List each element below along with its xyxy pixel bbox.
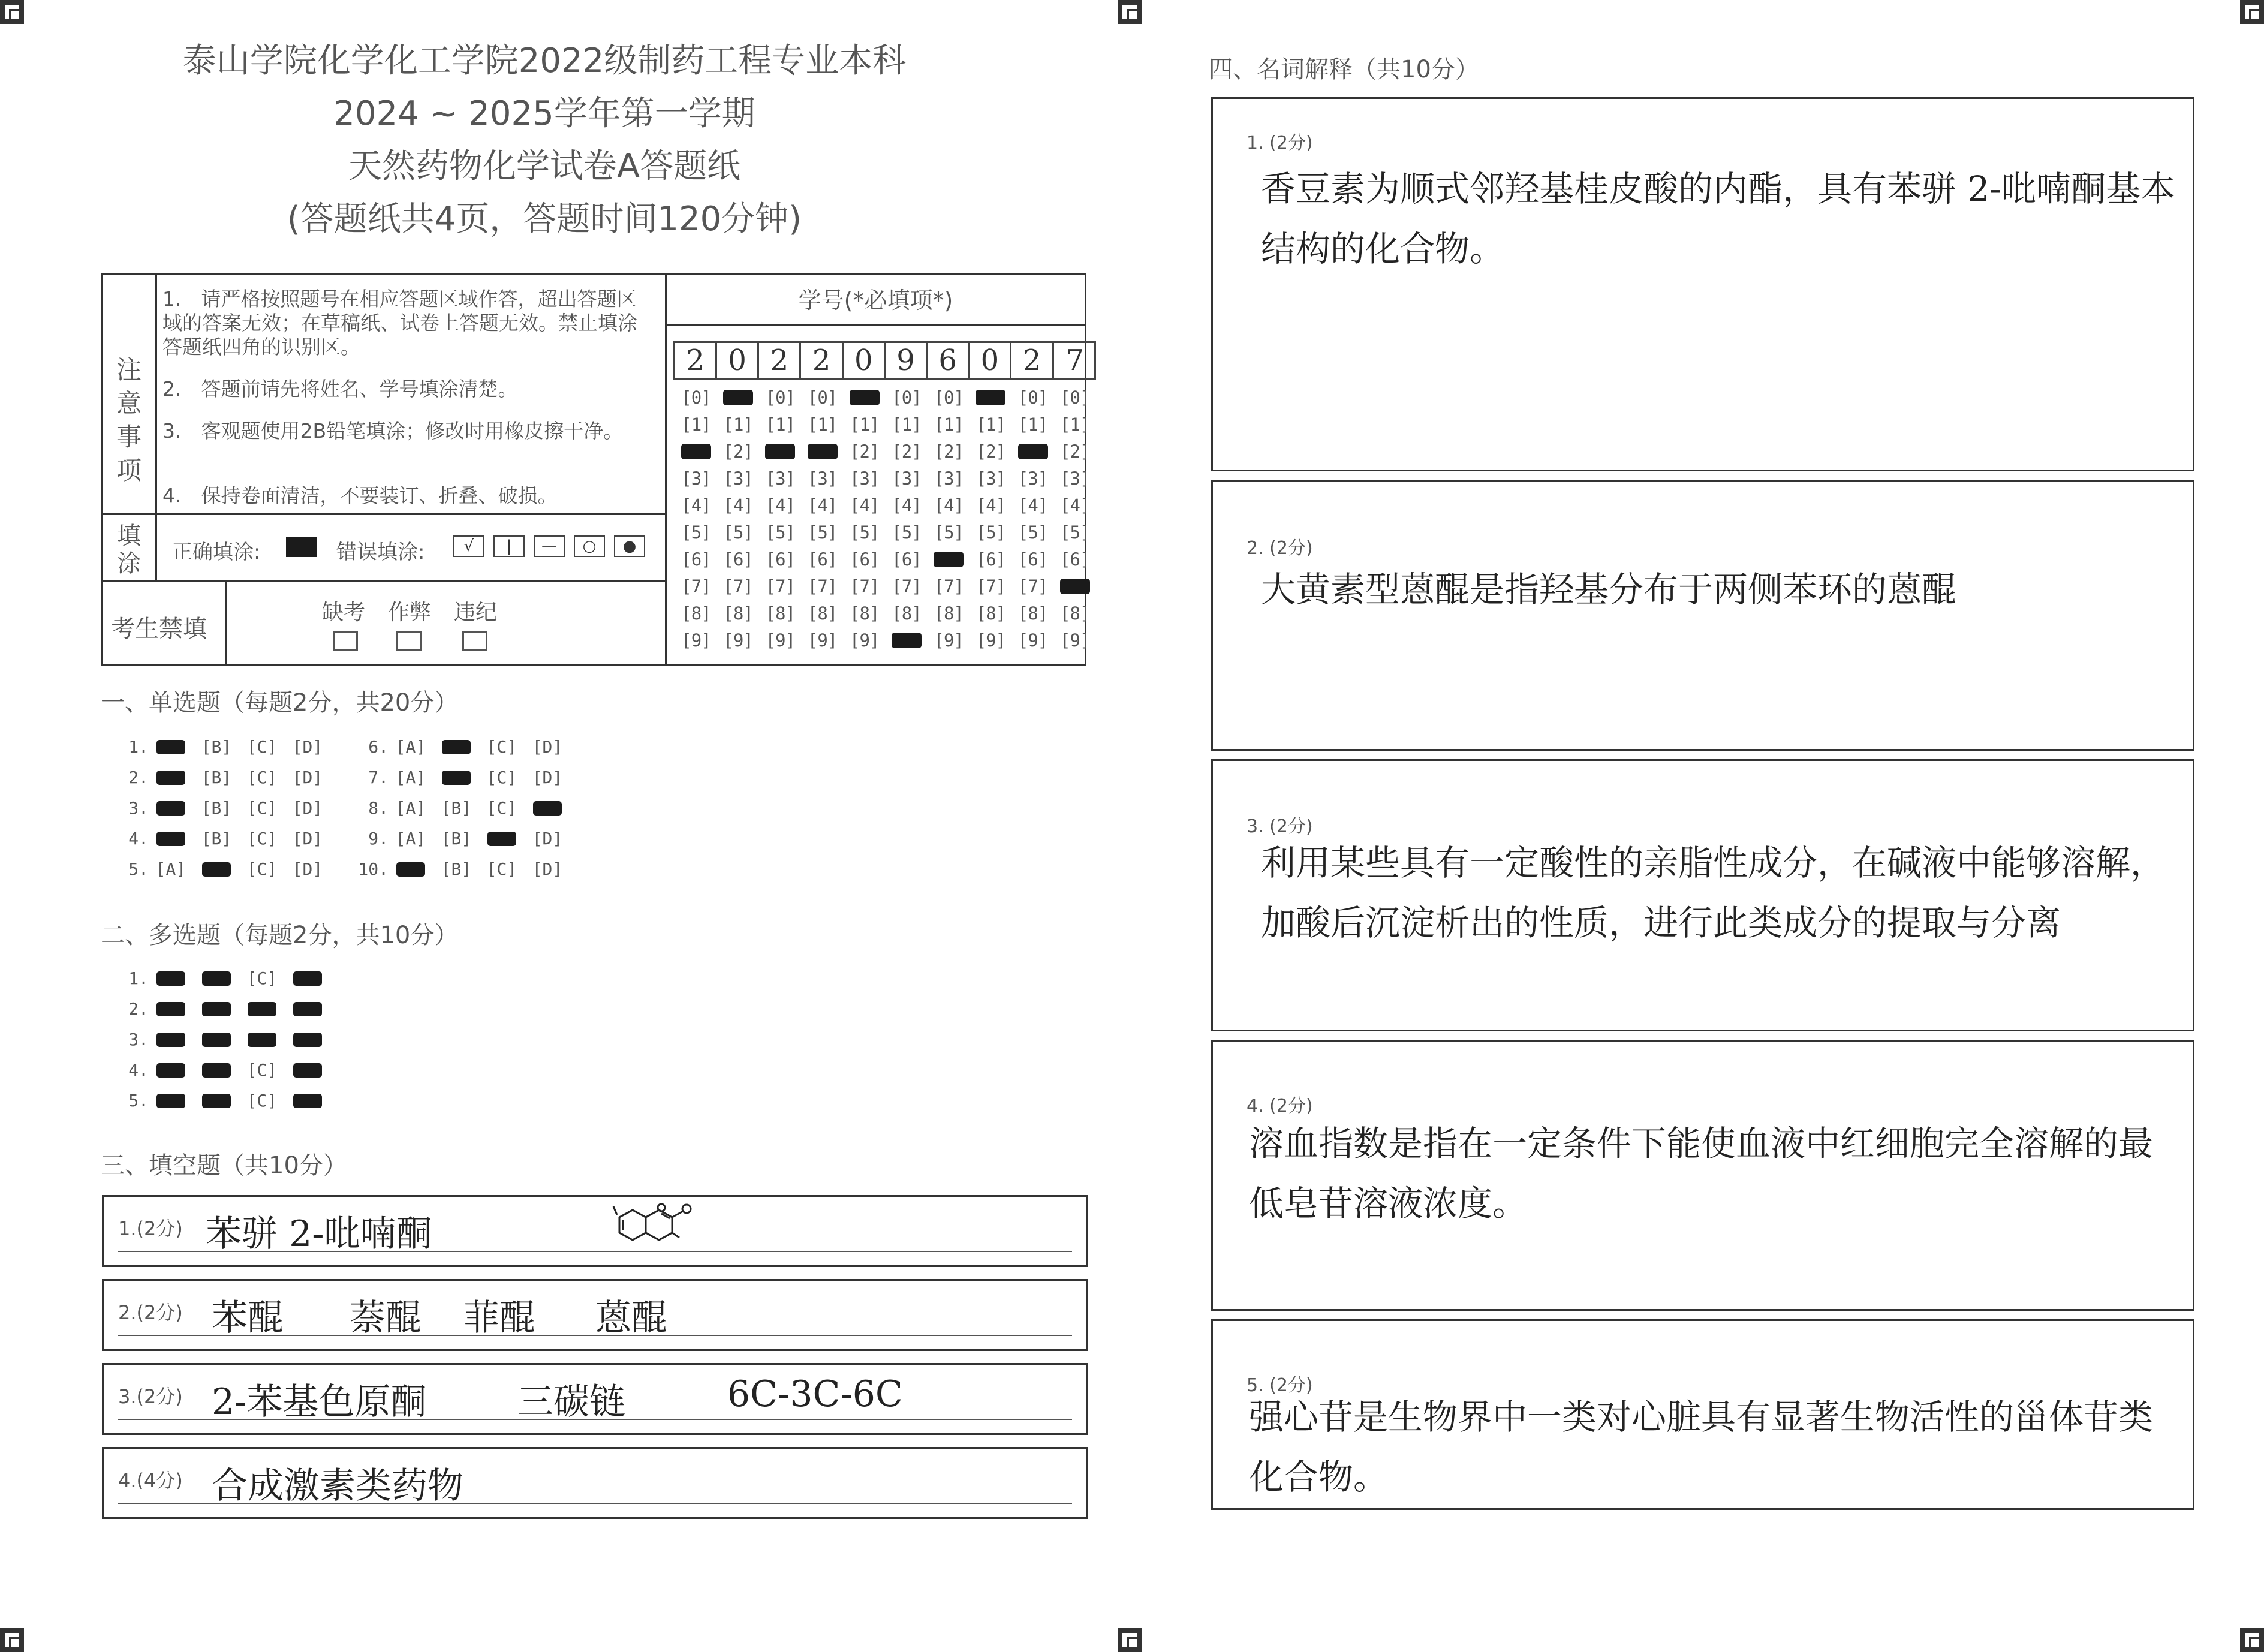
student-id-bubble[interactable]: [4] [681,495,711,516]
definition-answer: 大黄素型蒽醌是指羟基分布于两侧苯环的蒽醌 [1261,569,1957,610]
registration-mark-bottom-middle [1118,1628,1142,1652]
student-id-bubble[interactable]: [1] [934,414,964,435]
student-id-bubble[interactable]: [9] [1060,630,1090,651]
student-id-bubble[interactable]: [8] [1060,603,1090,624]
single-choice-number: 10. [358,859,389,879]
student-id-digit: 0 [970,342,1011,378]
absent-label: 缺考 [322,600,366,625]
student-id-bubble[interactable]: [5] [807,522,838,543]
multi-choice-option[interactable] [202,971,231,986]
correct-fill-label: 正确填涂: [172,540,261,564]
fill-example-section [103,515,665,582]
student-id-bubble[interactable]: [1] [681,414,711,435]
student-id-bubble[interactable]: [3] [765,468,796,489]
wrong-fill-label: 错误填涂: [336,540,425,564]
student-id-bubble[interactable]: [5] [892,522,922,543]
student-id-bubble[interactable] [1060,579,1090,594]
single-choice-number: 7. [368,768,389,787]
single-choice-option[interactable]: [D] [532,829,563,848]
exam-note: (答题纸共4页，答题时间120分钟) [287,200,802,239]
student-id-bubble[interactable]: [9] [934,630,964,651]
registration-mark-top-left [0,0,24,24]
student-id-bubble[interactable] [723,390,753,405]
multi-choice-option[interactable]: [C] [246,968,278,988]
student-id-bubble[interactable]: [6] [1017,549,1048,570]
student-id-bubble[interactable]: [2] [976,441,1006,462]
cheat-checkbox[interactable] [396,631,422,651]
student-id-bubble[interactable]: [1] [1060,414,1090,435]
multi-choice-option[interactable]: [C] [246,1091,278,1111]
student-id-bubble[interactable]: [2] [934,441,964,462]
single-choice-option[interactable]: [B] [441,859,472,879]
wrong-fill-mark-2: | [493,535,525,557]
multi-choice-number: 2. [128,999,149,1019]
single-choice-option[interactable]: [D] [292,737,323,757]
single-choice-option[interactable] [202,862,231,877]
student-id-digit: 2 [675,342,717,378]
single-choice-option[interactable] [396,862,425,877]
student-id-bubble[interactable]: [9] [976,630,1006,651]
student-id-bubble[interactable]: [5] [765,522,796,543]
definition-answer: 香豆素为顺式邻羟基桂皮酸的内酯，具有苯骈 2-吡喃酮基本结构的化合物。 [1261,168,2175,269]
student-id-bubble[interactable]: [1] [1017,414,1048,435]
student-id-bubble[interactable]: [3] [892,468,922,489]
fill-blank-label: 4.(4分) [118,1469,183,1492]
fill-blank-item-1 [102,1195,1088,1267]
single-choice-option[interactable]: [D] [532,768,563,787]
student-id-bubble[interactable]: [8] [681,603,711,624]
violate-checkbox[interactable] [462,631,487,651]
fill-blank-title: 三、填空题（共10分） [101,1152,347,1179]
definition-answer: 溶血指数是指在一定条件下能使血液中红细胞完全溶解的最低皂苷溶液浓度。 [1249,1123,2154,1224]
student-id-bubble[interactable]: [4] [765,495,796,516]
cheat-label: 作弊 [388,600,432,625]
definition-answer: 强心苷是生物界中一类对心脏具有显著生物活性的甾体苷类化合物。 [1249,1397,2154,1497]
student-id-digit: 0 [717,342,759,378]
student-id-bubble[interactable]: [5] [850,522,880,543]
multi-choice-option[interactable] [156,1002,185,1016]
notice-item-1: 1. 请严格按照题号在相应答题区域作答，超出答题区域的答案无效；在草稿纸、试卷上答题无效。禁止填涂答题纸四角的识别区。 [162,287,637,359]
student-id-bubble[interactable]: [3] [807,468,838,489]
notice-side-label: 注意事项 [116,355,142,485]
student-id-bubble[interactable]: [0] [934,387,964,408]
student-id-digit: 2 [802,342,844,378]
definition-item-5 [1211,1319,2194,1510]
single-choice-option[interactable]: [A] [395,798,426,818]
student-id-bubble[interactable]: [3] [1017,468,1048,489]
single-choice-option[interactable]: [B] [201,829,232,848]
student-id-bubble[interactable]: [6] [681,549,711,570]
definition-item-1 [1211,97,2194,471]
fill-example-side-label: 填涂 [117,522,141,577]
student-id-bubble[interactable]: [9] [1017,630,1048,651]
notice-item-2: 2. 答题前请先将姓名、学号填涂清楚。 [162,377,518,401]
multi-choice-option[interactable] [156,1094,185,1108]
registration-mark-top-right [2240,0,2264,24]
exam-institution-title: 泰山学院化学化工学院2022级制药工程专业本科 [182,41,907,80]
student-id-bubble[interactable]: [9] [807,630,838,651]
single-choice-option[interactable]: [C] [246,737,278,757]
student-id-bubble[interactable]: [5] [934,522,964,543]
single-choice-option[interactable]: [C] [246,829,278,848]
multi-choice-number: 1. [128,968,149,988]
student-id-bubble[interactable]: [8] [765,603,796,624]
definition-label: 5. (2分) [1247,1375,1313,1396]
student-id-bubble[interactable]: [5] [681,522,711,543]
notice-item-3: 3. 客观题使用2B铅笔填涂；修改时用橡皮擦干净。 [162,419,624,443]
single-choice-option[interactable]: [A] [155,859,186,879]
exam-paper-title: 天然药物化学试卷A答题纸 [348,147,741,186]
multi-choice-option[interactable] [248,1002,276,1016]
student-id-bubble[interactable]: [7] [850,576,880,597]
multi-choice-option[interactable] [202,1033,231,1047]
single-choice-option[interactable]: [C] [486,859,517,879]
multi-choice-option[interactable] [202,1063,231,1078]
single-choice-number: 3. [128,798,149,818]
student-id-bubble[interactable]: [7] [892,576,922,597]
multi-choice-option[interactable] [156,1033,185,1047]
student-id-bubble[interactable]: [7] [807,576,838,597]
student-id-bubble[interactable]: [7] [976,576,1006,597]
student-id-title: 学号(*必填项*) [667,275,1085,326]
single-choice-option[interactable]: [C] [486,737,517,757]
definition-item-4 [1211,1040,2194,1311]
fill-blank-answer: 6C-3C-6C [727,1373,903,1415]
definition-item-2 [1211,480,2194,751]
student-id-bubble[interactable]: [3] [723,468,753,489]
student-id-bubble[interactable]: [3] [934,468,964,489]
single-choice-option[interactable] [156,832,185,846]
definition-answer: 利用某些具有一定酸性的亲脂性成分，在碱液中能够溶解，加酸后沉淀析出的性质，进行此类成分的提取与分离 [1261,842,2166,943]
student-id-bubble[interactable]: [7] [681,576,711,597]
student-id-bubble[interactable]: [8] [934,603,964,624]
student-id-digit: 2 [1012,342,1054,378]
student-id-digit: 7 [1065,344,1085,377]
definition-item-3 [1211,759,2194,1031]
single-choice-number: 9. [368,829,389,848]
single-choice-option[interactable]: [A] [395,829,426,848]
single-choice-option[interactable]: [D] [532,859,563,879]
student-id-bubble[interactable]: [9] [723,630,753,651]
single-choice-option[interactable] [156,740,185,754]
student-id-bubble[interactable]: [2] [850,441,880,462]
single-choice-option[interactable] [442,771,471,785]
multi-choice-title: 二、多选题（每题2分，共10分） [101,922,459,949]
multi-choice-option[interactable] [156,1063,185,1078]
student-id-bubble[interactable]: [5] [976,522,1006,543]
student-id-bubble[interactable]: [2] [892,441,922,462]
single-choice-option[interactable]: [B] [201,798,232,818]
multi-choice-number: 3. [128,1030,149,1049]
student-id-bubble[interactable]: [3] [681,468,711,489]
multi-choice-number: 4. [128,1060,149,1080]
single-choice-option[interactable] [156,801,185,816]
fill-blank-item-4 [102,1447,1088,1519]
student-id-bubble[interactable]: [3] [1060,468,1090,489]
single-choice-option[interactable]: [B] [201,768,232,787]
student-id-digit: 9 [886,342,928,378]
student-id-bubble[interactable]: [5] [723,522,753,543]
student-id-bubble[interactable]: [1] [892,414,922,435]
multi-choice-option[interactable]: [C] [246,1060,278,1080]
single-choice-option[interactable] [487,832,516,846]
student-id-bubble[interactable]: [9] [850,630,880,651]
definitions-title: 四、名词解释（共10分） [1209,56,1479,83]
student-id-bubble[interactable]: [8] [892,603,922,624]
forbidden-label: 考生禁填 [111,615,207,643]
student-id-bubble[interactable]: [8] [850,603,880,624]
single-choice-option[interactable] [156,771,185,785]
student-id-bubble[interactable]: [8] [807,603,838,624]
single-choice-option[interactable]: [C] [486,768,517,787]
fill-blank-item-2 [102,1279,1088,1351]
student-id-bubble[interactable]: [8] [723,603,753,624]
student-id-bubble[interactable]: [7] [765,576,796,597]
multi-choice-option[interactable] [293,1094,322,1108]
wrong-fill-mark-3: — [534,535,565,557]
student-id-bubble[interactable]: [0] [807,387,838,408]
fill-blank-item-3 [102,1363,1088,1435]
student-id-bubble[interactable]: [4] [850,495,880,516]
multi-choice-option[interactable] [248,1033,276,1047]
forbidden-section [103,582,665,664]
multi-choice-option[interactable] [202,1094,231,1108]
student-id-bubble[interactable]: [4] [934,495,964,516]
student-id-bubble[interactable]: [0] [1060,387,1090,408]
student-id-bubble[interactable]: [2] [1060,441,1090,462]
single-choice-option[interactable]: [B] [441,798,472,818]
single-choice-option[interactable]: [A] [395,768,426,787]
wrong-fill-mark-5: ● [614,535,645,557]
student-id-bubble[interactable]: [0] [892,387,922,408]
student-id-bubble[interactable] [850,390,880,405]
student-id-bubble[interactable] [976,390,1005,405]
student-id-bubble[interactable]: [4] [976,495,1006,516]
definition-label: 1. (2分) [1247,133,1313,154]
student-id-bubble[interactable]: [1] [807,414,838,435]
info-block [101,273,1090,666]
single-choice-option[interactable]: [D] [292,768,323,787]
registration-mark-bottom-left [0,1628,24,1652]
single-choice-option[interactable]: [C] [246,798,278,818]
student-id-bubble[interactable]: [8] [1017,603,1048,624]
fill-blank-answer: 萘醌 [350,1297,422,1339]
student-id-bubble[interactable]: [6] [807,549,838,570]
correct-fill-sample [286,537,317,557]
multi-choice-option[interactable] [293,1002,322,1016]
student-id-bubble[interactable]: [6] [892,549,922,570]
student-id-bubble[interactable]: [5] [1017,522,1048,543]
single-choice-number: 2. [128,768,149,787]
single-choice-title: 一、单选题（每题2分，共20分） [101,689,459,717]
multi-choice-option[interactable] [293,971,322,986]
student-id-bubble[interactable]: [0] [681,387,711,408]
registration-mark-bottom-right [2240,1628,2264,1652]
fill-blank-label: 3.(2分) [118,1385,183,1408]
student-id-bubble[interactable]: [1] [976,414,1006,435]
student-id-bubble[interactable]: [5] [1060,522,1090,543]
single-choice-number: 6. [368,737,389,757]
student-id-bubble[interactable]: [4] [1017,495,1048,516]
single-choice-option[interactable]: [C] [246,768,278,787]
fill-blank-label: 1.(2分) [118,1217,183,1240]
single-choice-option[interactable] [442,740,471,754]
student-id-bubble[interactable]: [4] [892,495,922,516]
student-id-digit: 2 [759,342,801,378]
multi-choice-option[interactable] [293,1033,322,1047]
student-id-bubble[interactable]: [0] [1017,387,1048,408]
single-choice-option[interactable]: [C] [246,859,278,879]
multi-choice-option[interactable] [202,1002,231,1016]
student-id-bubble[interactable]: [8] [976,603,1006,624]
single-choice-number: 1. [128,737,149,757]
single-choice-option[interactable]: [D] [292,798,323,818]
single-choice-option[interactable]: [B] [201,737,232,757]
single-choice-option[interactable]: [D] [292,829,323,848]
wrong-fill-mark-1: √ [453,535,484,557]
single-choice-option[interactable]: [D] [532,737,563,757]
definition-label: 3. (2分) [1247,816,1313,837]
student-id-bubble[interactable]: [6] [976,549,1006,570]
fill-blank-answer: 三碳链 [517,1381,625,1423]
single-choice-option[interactable]: [A] [395,737,426,757]
single-choice-option[interactable]: [D] [292,859,323,879]
student-id-bubble[interactable]: [3] [976,468,1006,489]
fill-blank-answer: 苯醌 [212,1297,284,1339]
student-id-bubble[interactable]: [7] [723,576,753,597]
definition-label: 2. (2分) [1247,538,1313,559]
student-id-bubble[interactable]: [4] [807,495,838,516]
student-id-bubble[interactable] [681,444,711,459]
definition-label: 4. (2分) [1247,1096,1313,1117]
student-id-bubble[interactable]: [7] [934,576,964,597]
fill-blank-answer: 2-苯基色原酮 [212,1381,427,1423]
student-id-bubble[interactable]: [7] [1017,576,1048,597]
student-id-bubble[interactable] [808,444,838,459]
student-id-bubble[interactable]: [3] [850,468,880,489]
student-id-bubble[interactable]: [1] [723,414,753,435]
absent-checkbox[interactable] [333,631,358,651]
fill-blank-answer: 蒽醌 [595,1297,667,1339]
single-choice-option[interactable]: [C] [486,798,517,818]
student-id-bubble[interactable]: [2] [723,441,753,462]
student-id-bubble[interactable]: [6] [723,549,753,570]
exam-term: 2024 ~ 2025学年第一学期 [333,94,755,133]
student-id-bubble[interactable]: [4] [723,495,753,516]
single-choice-number: 8. [368,798,389,818]
multi-choice-number: 5. [128,1091,149,1111]
fill-blank-answer: 合成激素类药物 [212,1465,463,1507]
student-id-bubble[interactable] [1018,444,1048,459]
student-id-bubble[interactable] [765,444,795,459]
single-choice-number: 5. [128,859,149,879]
fill-blank-answer: 菲醌 [463,1297,535,1339]
single-choice-option[interactable] [533,801,562,816]
student-id-bubble[interactable]: [9] [681,630,711,651]
student-id-bubble[interactable]: [0] [765,387,796,408]
student-id-digit: 6 [928,342,970,378]
fill-blank-label: 2.(2分) [118,1301,183,1324]
registration-mark-top-middle [1118,0,1142,24]
wrong-fill-mark-4: ○ [574,535,605,557]
student-id-bubble[interactable]: [4] [1060,495,1090,516]
student-id-bubble[interactable]: [6] [850,549,880,570]
coumarin-structure-sketch [601,1199,709,1259]
student-id-bubble[interactable]: [6] [1060,549,1090,570]
student-id-digit: 0 [844,342,886,378]
student-id-bubble[interactable]: [1] [850,414,880,435]
student-id-bubble[interactable] [892,633,922,648]
notice-item-4: 4. 保持卷面清洁，不要装订、折叠、破损。 [162,484,558,507]
violate-label: 违纪 [454,600,498,625]
single-choice-option[interactable]: [B] [441,829,472,848]
single-choice-number: 4. [128,829,149,848]
student-id-bubble[interactable]: [1] [765,414,796,435]
multi-choice-option[interactable] [156,971,185,986]
multi-choice-option[interactable] [293,1063,322,1078]
student-id-bubble[interactable]: [6] [765,549,796,570]
student-id-bubble[interactable] [934,552,964,567]
fill-blank-answer: 苯骈 2-吡喃酮 [206,1213,432,1255]
notice-section [103,275,665,515]
student-id-bubble[interactable]: [9] [765,630,796,651]
